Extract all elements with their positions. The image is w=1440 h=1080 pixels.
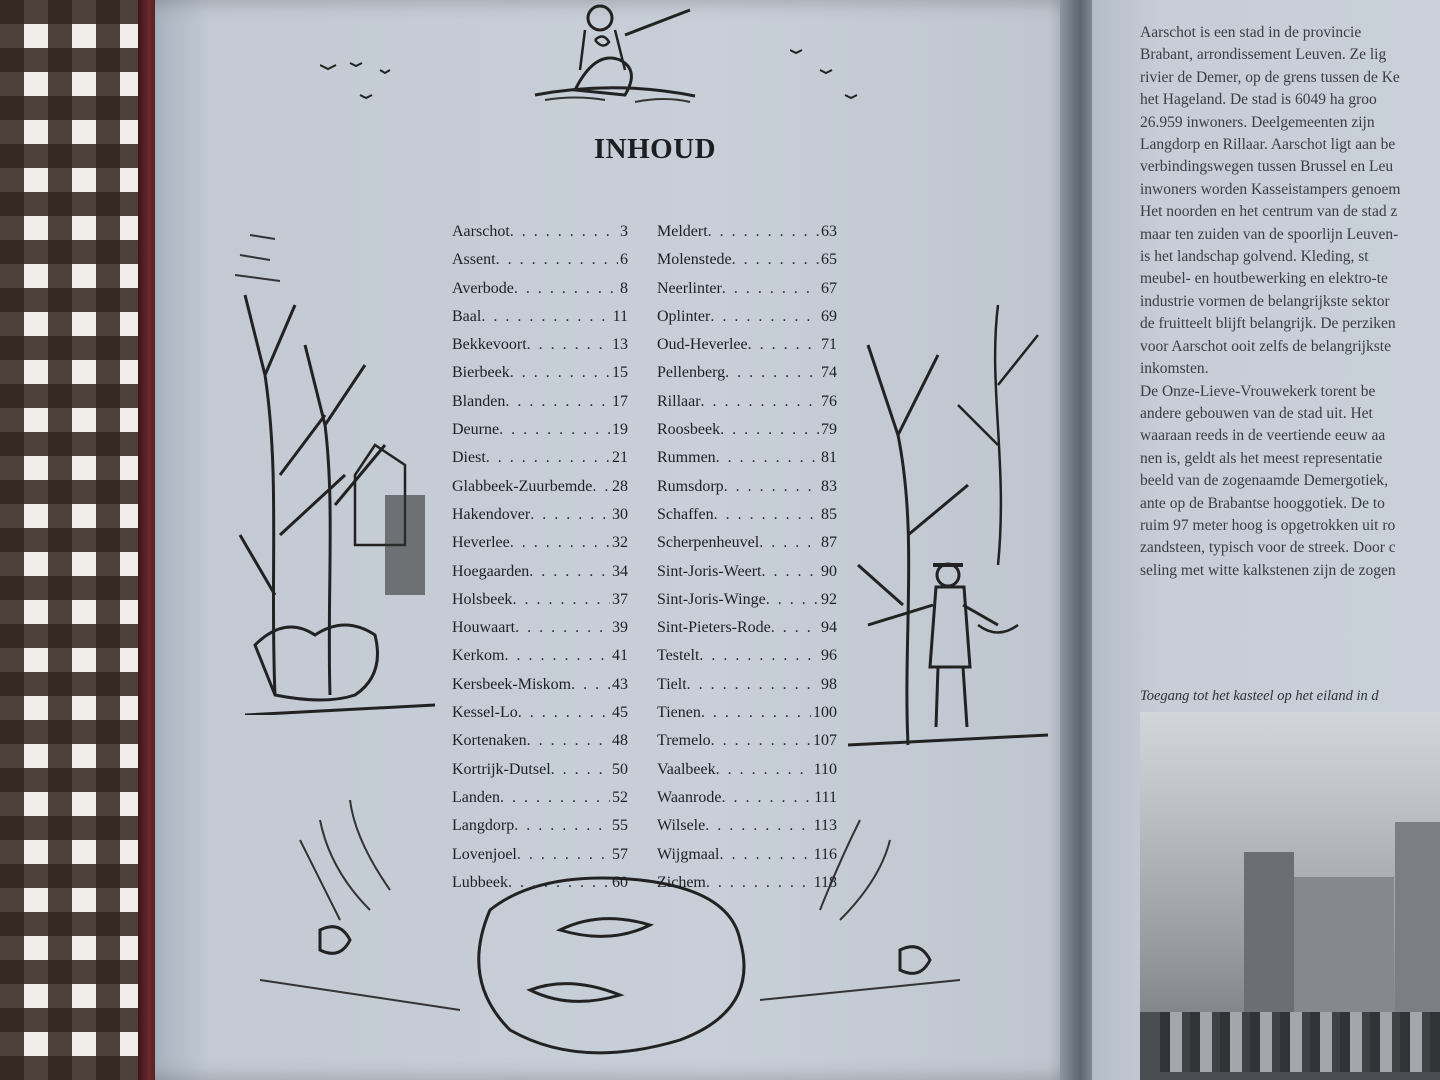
toc-entry-name: Scherpenheuvel <box>657 534 760 552</box>
toc-entry <box>657 699 837 727</box>
body-text-line: Brabant, arrondissement Leuven. Ze lig <box>1140 46 1387 64</box>
toc-entry <box>452 416 628 444</box>
toc-entry-name: Waanrode <box>657 788 722 806</box>
body-text-line: De Onze-Lieve-Vrouwekerk torent be <box>1140 382 1376 400</box>
toc-leader-dots <box>732 246 819 274</box>
toc-entry-name: Neerlinter <box>657 279 722 297</box>
body-text-line: andere gebouwen van de stad uit. Het <box>1140 404 1373 422</box>
toc-entry <box>452 303 628 331</box>
toc-entry-name: Lovenjoel <box>452 845 517 863</box>
body-text-line: het Hageland. De stad is 6049 ha groo <box>1140 91 1377 109</box>
body-text-line: verbindingswegen tussen Brussel en Leu <box>1140 158 1394 176</box>
toc-leader-dots <box>701 388 819 416</box>
toc-leader-dots <box>496 246 618 274</box>
toc-entry-name: Molenstede <box>657 251 732 269</box>
toc-leader-dots <box>514 275 618 303</box>
toc-entry-page: 17 <box>612 392 628 410</box>
toc-leader-dots <box>514 812 610 840</box>
toc-leader-dots <box>705 812 811 840</box>
toc-entry-name: Tienen <box>657 704 701 722</box>
toc-entry <box>657 275 837 303</box>
toc-entry <box>657 529 837 557</box>
toc-entry-page: 81 <box>821 449 837 467</box>
toc-entry <box>452 614 628 642</box>
body-text-line: ruim 97 meter hoog is opgetrokken uit ro <box>1140 516 1396 534</box>
toc-entry <box>452 246 628 274</box>
toc-entry-name: Sint-Joris-Winge <box>657 590 766 608</box>
toc-entry-name: Bierbeek <box>452 364 510 382</box>
toc-entry <box>657 841 837 869</box>
toc-entry-name: Kortrijk-Dutsel <box>452 760 551 778</box>
toc-leader-dots <box>722 275 819 303</box>
toc-entry <box>657 388 837 416</box>
toc-entry <box>657 444 837 472</box>
toc-entry <box>657 246 837 274</box>
toc-entry <box>452 501 628 529</box>
toc-leader-dots <box>508 869 610 897</box>
toc-entry-page: 13 <box>612 336 628 354</box>
body-text-line: de fruitteelt blijft belangrijk. De perziken <box>1140 315 1396 333</box>
toc-entry-name: Lubbeek <box>452 873 508 891</box>
toc-entry-name: Schaffen <box>657 505 714 523</box>
toc-leader-dots <box>721 784 812 812</box>
toc-entry-name: Kersbeek-Miskom <box>452 675 572 693</box>
toc-entry-page: 37 <box>612 590 628 608</box>
toc-leader-dots <box>518 699 610 727</box>
toc-entry <box>657 784 837 812</box>
toc-leader-dots <box>708 218 819 246</box>
body-text-line: meubel- en houtbewerking en elektro-te <box>1140 270 1388 288</box>
body-text-line: maar ten zuiden van de spoorlijn Leuven- <box>1140 225 1399 243</box>
toc-entry-name: Sint-Joris-Weert <box>657 562 762 580</box>
toc-entry-page: 21 <box>612 449 628 467</box>
toc-entry-page: 50 <box>612 760 628 778</box>
toc-entry-name: Sint-Pieters-Rode <box>657 619 771 637</box>
toc-entry-name: Kortenaken <box>452 732 527 750</box>
toc-entry-page: 113 <box>813 817 837 835</box>
toc-entry-name: Langdorp <box>452 817 515 835</box>
toc-leader-dots <box>714 501 819 529</box>
toc-entry-name: Testelt <box>657 647 700 665</box>
body-text-line: Langdorp en Rillaar. Aarschot ligt aan be <box>1140 136 1396 154</box>
toc-entry-name: Oplinter <box>657 307 711 325</box>
toc-entry <box>452 388 628 416</box>
toc-leader-dots <box>710 303 819 331</box>
body-text <box>1140 22 1440 582</box>
toc-leader-dots <box>711 727 811 755</box>
toc-entry-name: Tielt <box>657 675 687 693</box>
toc-entry <box>657 218 837 246</box>
toc-entry-page: 28 <box>612 477 628 495</box>
toc-leader-dots <box>504 642 610 670</box>
toc-leader-dots <box>720 416 819 444</box>
toc-leader-dots <box>592 473 610 501</box>
toc-leader-dots <box>510 529 610 557</box>
toc-entry <box>657 756 837 784</box>
toc-entry-page: 65 <box>821 251 837 269</box>
toc-leader-dots <box>724 473 819 501</box>
toc-entry-page: 98 <box>821 675 837 693</box>
toc-entry-page: 11 <box>612 307 628 325</box>
toc-entry <box>452 529 628 557</box>
toc-entry <box>452 473 628 501</box>
toc-entry <box>452 671 628 699</box>
toc-entry-name: Oud-Heverlee <box>657 336 748 354</box>
toc-leader-dots <box>716 756 812 784</box>
body-text-line: ante op de Brabantse hooggotiek. De to <box>1140 494 1385 512</box>
body-text-line: waaraan reeds in de veertiende eeuw aa <box>1140 427 1386 445</box>
toc-entry-page: 96 <box>821 647 837 665</box>
toc-entry-name: Holsbeek <box>452 590 513 608</box>
body-text-line: is het landschap golvend. Kleding, st <box>1140 248 1369 266</box>
engraving-birds-left <box>320 55 410 125</box>
toc-entry-page: 118 <box>813 873 837 891</box>
toc-leader-dots <box>512 586 610 614</box>
engraving-birds-right <box>790 40 870 110</box>
toc-entry-name: Hoegaarden <box>452 562 530 580</box>
toc-entry-page: 63 <box>821 223 837 240</box>
toc-entry-page: 90 <box>821 562 837 580</box>
toc-leader-dots <box>719 841 811 869</box>
toc-entry-name: Aarschot <box>452 223 510 240</box>
toc-leader-dots <box>706 869 812 897</box>
toc-entry-name: Baal <box>452 307 482 325</box>
toc-entry <box>452 841 628 869</box>
toc-entry <box>452 359 628 387</box>
toc-entry-page: 19 <box>612 421 628 439</box>
toc-entry-page: 39 <box>612 619 628 637</box>
toc-entry-page: 107 <box>813 732 837 750</box>
toc-entry-name: Deurne <box>452 421 500 439</box>
toc-entry-page: 85 <box>821 505 837 523</box>
toc-entry <box>657 812 837 840</box>
toc-entry <box>452 586 628 614</box>
toc-entry-page: 6 <box>620 251 628 269</box>
toc-entry-page: 100 <box>813 704 837 722</box>
toc-entry-page: 92 <box>821 590 837 608</box>
toc-leader-dots <box>701 699 811 727</box>
toc-entry-page: 45 <box>612 704 628 722</box>
engraving-left-scene <box>235 175 450 715</box>
toc-leader-dots <box>505 388 610 416</box>
toc-entry-page: 30 <box>612 505 628 523</box>
toc-entry-name: Roosbeek <box>657 421 721 439</box>
toc-leader-dots <box>529 558 610 586</box>
toc-entry-name: Wilsele <box>657 817 706 835</box>
body-text-line: industrie vormen de belangrijkste sektor <box>1140 292 1390 310</box>
toc-column-1 <box>452 218 628 897</box>
toc-entry <box>657 303 837 331</box>
toc-entry <box>657 331 837 359</box>
toc-leader-dots <box>481 303 610 331</box>
toc-entry <box>657 642 837 670</box>
toc-entry-page: 48 <box>612 732 628 750</box>
page-title: INHOUD <box>593 133 717 165</box>
toc-leader-dots <box>551 756 610 784</box>
toc-leader-dots <box>725 359 819 387</box>
checkered-tablecloth <box>0 0 160 1080</box>
toc-entry-name: Bekkevoort <box>452 336 527 354</box>
toc-leader-dots <box>716 444 819 472</box>
body-text-line: zandsteen, typisch voor de streek. Door c <box>1140 539 1396 557</box>
body-text-line: nen is, geldt als het meest representatie <box>1140 449 1383 467</box>
toc-entry <box>452 275 628 303</box>
toc-entry-page: 76 <box>821 392 837 410</box>
toc-leader-dots <box>486 444 610 472</box>
toc-entry-page: 34 <box>612 562 628 580</box>
toc-entry <box>452 756 628 784</box>
toc-entry-page: 52 <box>612 788 628 806</box>
toc-entry-page: 60 <box>612 873 628 891</box>
toc-entry-page: 79 <box>821 421 837 439</box>
toc-entry <box>657 473 837 501</box>
toc-leader-dots <box>687 671 819 699</box>
toc-entry-page: 8 <box>620 279 628 297</box>
toc-entry-name: Kerkom <box>452 647 505 665</box>
toc-entry <box>452 784 628 812</box>
toc-leader-dots <box>527 331 610 359</box>
toc-entry <box>657 586 837 614</box>
toc-entry-page: 32 <box>612 534 628 552</box>
engraving-right-scene <box>848 185 1058 755</box>
body-text-line: rivier de Demer, op de grens tussen de Ke <box>1140 68 1400 86</box>
toc-entry <box>657 359 837 387</box>
castle-photo <box>1140 712 1440 1080</box>
toc-entry-page: 57 <box>612 845 628 863</box>
toc-entry-name: Averbode <box>452 279 514 297</box>
toc-entry-page: 71 <box>821 336 837 354</box>
toc-entry-name: Glabbeek-Zuurbemde <box>452 477 593 495</box>
body-text-line: Aarschot is een stad in de provincie <box>1140 24 1362 41</box>
toc-leader-dots <box>766 586 819 614</box>
toc-entry-name: Hakendover <box>452 505 531 523</box>
toc-leader-dots <box>500 784 610 812</box>
toc-entry-name: Heverlee <box>452 534 510 552</box>
toc-entry-page: 15 <box>612 364 628 382</box>
toc-entry-page: 116 <box>813 845 837 863</box>
toc-entry-name: Diest <box>452 449 486 467</box>
toc-entry-page: 110 <box>813 760 837 778</box>
toc-leader-dots <box>761 558 819 586</box>
toc-entry-page: 3 <box>620 223 628 240</box>
toc-entry <box>657 416 837 444</box>
photo-people <box>1160 1012 1440 1072</box>
toc-leader-dots <box>571 671 610 699</box>
toc-entry <box>657 727 837 755</box>
toc-entry-name: Houwaart <box>452 619 516 637</box>
toc-leader-dots <box>530 501 610 529</box>
toc-entry <box>452 444 628 472</box>
toc-entry-page: 83 <box>821 477 837 495</box>
toc-entry-name: Blanden <box>452 392 506 410</box>
toc-entry-name: Vaalbeek <box>657 760 716 778</box>
toc-leader-dots <box>517 841 610 869</box>
toc-entry-page: 69 <box>821 307 837 325</box>
body-text-line: seling met witte kalkstenen zijn de zogen <box>1140 561 1396 579</box>
toc-entry <box>452 699 628 727</box>
toc-entry-page: 43 <box>612 675 628 693</box>
toc-leader-dots <box>527 727 610 755</box>
toc-entry-name: Pellenberg <box>657 364 726 382</box>
toc-entry <box>452 727 628 755</box>
toc-entry-name: Wijgmaal <box>657 845 720 863</box>
toc-leader-dots <box>510 359 610 387</box>
body-text-line: beeld van de zogenaamde Demergotiek, <box>1140 472 1389 490</box>
toc-entry <box>452 558 628 586</box>
toc-entry-name: Kessel-Lo <box>452 704 518 722</box>
toc-leader-dots <box>748 331 819 359</box>
toc-entry-page: 74 <box>821 364 837 382</box>
toc-leader-dots <box>499 416 610 444</box>
toc-entry-name: Meldert <box>657 223 708 240</box>
toc-column-2 <box>657 218 837 897</box>
body-text-line: inwoners worden Kasseistampers genoem <box>1140 180 1401 198</box>
toc-entry-name: Rummen <box>657 449 716 467</box>
engraving-top-figure <box>515 0 715 110</box>
toc-entry-page: 94 <box>821 619 837 637</box>
body-text-line: inkomsten. <box>1140 360 1209 378</box>
body-text-line: Het noorden en het centrum van de stad z <box>1140 203 1398 221</box>
toc-entry-page: 111 <box>814 788 837 806</box>
toc-entry <box>657 869 837 897</box>
toc-entry-page: 87 <box>821 534 837 552</box>
toc-entry-page: 41 <box>612 647 628 665</box>
toc-leader-dots <box>759 529 819 557</box>
toc-leader-dots <box>510 218 618 246</box>
toc-entry <box>657 671 837 699</box>
toc-entry <box>657 558 837 586</box>
toc-entry <box>452 331 628 359</box>
toc-entry-name: Zichem <box>657 873 706 891</box>
toc-entry-page: 55 <box>612 817 628 835</box>
toc-entry-name: Rumsdorp <box>657 477 724 495</box>
toc-entry <box>452 218 628 246</box>
toc-entry <box>657 501 837 529</box>
toc-entry-page: 67 <box>821 279 837 297</box>
body-text-line: voor Aarschot ooit zelfs de belangrijkste <box>1140 337 1391 355</box>
toc-entry-name: Assent <box>452 251 496 269</box>
toc-entry-name: Landen <box>452 788 500 806</box>
photo-caption: Toegang tot het kasteel op het eiland in d <box>1140 688 1379 704</box>
toc-entry <box>657 614 837 642</box>
body-text-line: 26.959 inwoners. Deelgemeenten zijn <box>1140 113 1375 131</box>
right-page <box>1092 0 1440 1080</box>
toc-entry <box>452 642 628 670</box>
toc-entry <box>452 812 628 840</box>
toc-entry-name: Tremelo <box>657 732 711 750</box>
toc-entry-name: Rillaar <box>657 392 701 410</box>
toc-leader-dots <box>771 614 819 642</box>
toc-leader-dots <box>515 614 610 642</box>
toc-leader-dots <box>699 642 819 670</box>
toc-entry <box>452 869 628 897</box>
